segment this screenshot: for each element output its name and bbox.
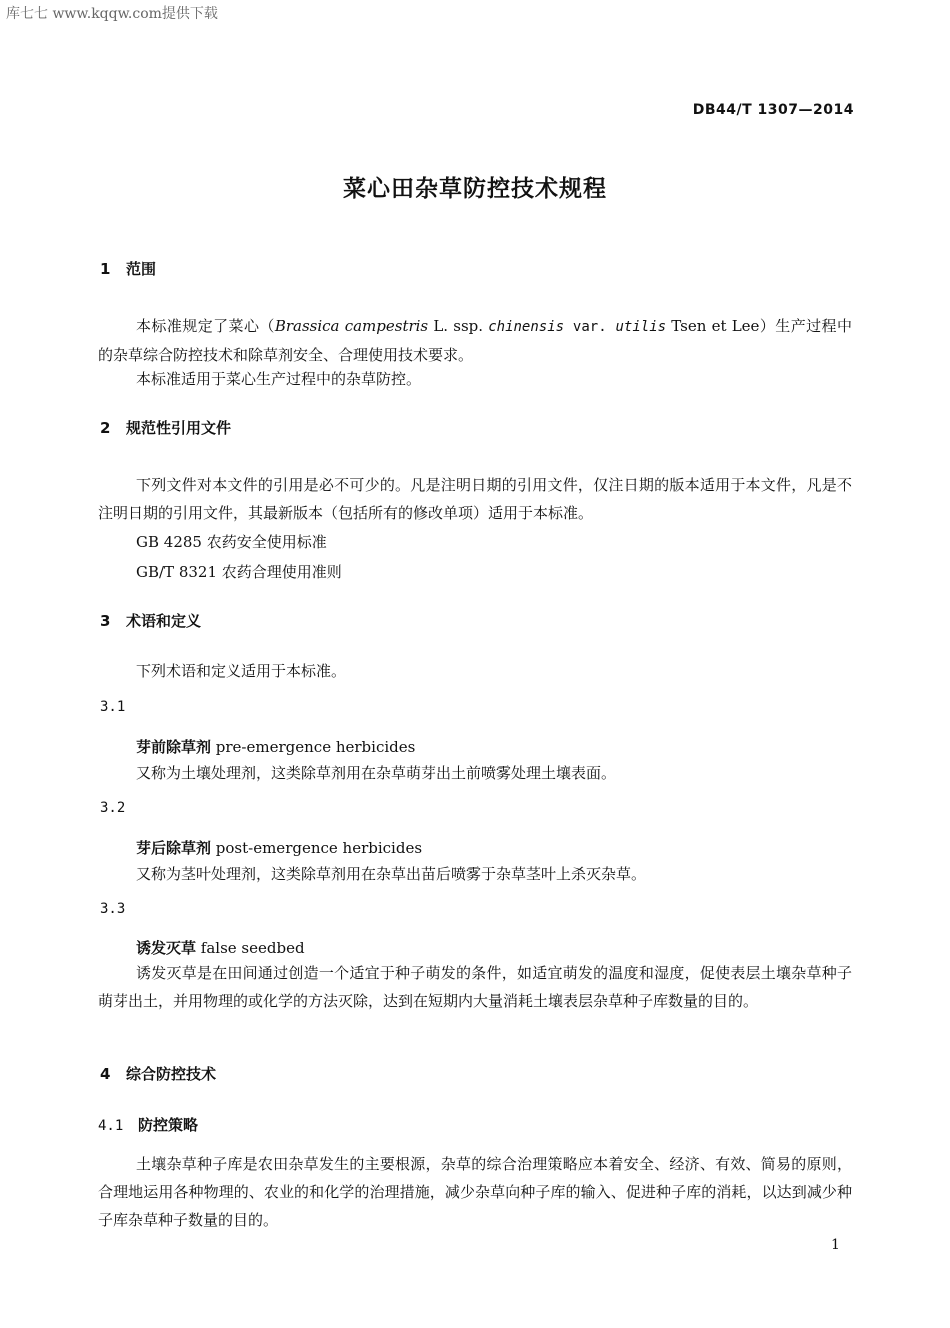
section-number: 2 <box>100 419 111 437</box>
term-english: pre-emergence herbicides <box>211 738 416 756</box>
section-number: 4 <box>100 1065 111 1083</box>
section-number: 1 <box>100 260 111 278</box>
page-title: 菜心田杂草防控技术规程 <box>343 176 607 202</box>
term-english: post-emergence herbicides <box>211 839 423 857</box>
term-3-1-definition: 又称为土壤处理剂，这类除草剂用在杂草萌芽出土前喷雾处理土壤表面。 <box>136 764 617 782</box>
text-run: L. ssp. <box>428 317 489 335</box>
term-3-2-definition: 又称为茎叶处理剂，这类除草剂用在杂草出苗后喷雾于杂草茎叶上杀灭杂草。 <box>136 865 647 883</box>
section-title: 术语和定义 <box>126 612 202 630</box>
section-title: 规范性引用文件 <box>126 419 232 437</box>
term-3-2-number: 3.2 <box>100 800 126 816</box>
section-title: 综合防控技术 <box>126 1065 217 1083</box>
section-2-heading <box>100 417 231 438</box>
watermark-text: 库七七 www.kqqw.com提供下载 <box>6 6 218 22</box>
section-number: 3 <box>100 612 111 630</box>
term-3-3-number: 3.3 <box>100 901 126 917</box>
reference-gbt-8321: GB/T 8321 农药合理使用准则 <box>136 563 342 581</box>
text-run: Tsen et Lee）生产过程中的杂草综合防控技术和除草剂安全、合理使用技术要求。 <box>98 317 852 364</box>
section-3-paragraph-1: 下列术语和定义适用于本标准。 <box>136 662 347 680</box>
latin-genus-species: Brassica campestris <box>274 317 429 335</box>
subsection-number: 4.1 <box>98 1118 124 1134</box>
term-3-3 <box>136 937 305 958</box>
section-1-paragraph-2: 本标准适用于菜心生产过程中的杂草防控。 <box>136 370 422 388</box>
section-4-heading <box>100 1063 216 1084</box>
term-3-1-number: 3.1 <box>100 699 126 715</box>
term-3-2 <box>136 837 422 858</box>
term-english: false seedbed <box>196 939 305 957</box>
page-number: 1 <box>831 1237 840 1253</box>
section-1-heading <box>100 258 156 279</box>
section-3-heading <box>100 610 201 631</box>
reference-gb-4285: GB 4285 农药安全使用标准 <box>136 533 327 551</box>
document-number: DB44/T 1307—2014 <box>692 102 854 118</box>
term-name: 诱发灭草 <box>136 939 197 957</box>
section-4-1-paragraph: 土壤杂草种子库是农田杂草发生的主要根源，杂草的综合治理策略应本着安全、经济、有效、简易的原则，合理地运用各种物理的、农业的和化学的治理措施，减少杂草向种子库的输入、促进种子库的消耗，以达到减少种子库杂草种子数量的目的。 <box>98 1155 852 1229</box>
latin-subspecies: chinensis <box>488 319 565 335</box>
term-name: 芽后除草剂 <box>136 839 212 857</box>
term-name: 芽前除草剂 <box>136 738 212 756</box>
term-3-3-definition: 诱发灭草是在田间通过创造一个适宜于种子萌发的条件，如适宜萌发的温度和湿度，促使表层土壤杂草种子萌芽出土，并用物理的或化学的方法灭除，达到在短期内大量消耗土壤表层杂草种子库数量的目的。 <box>98 964 852 1010</box>
term-3-1 <box>136 736 415 757</box>
section-4-1-heading <box>98 1114 198 1135</box>
subsection-title: 防控策略 <box>138 1116 199 1134</box>
text-run: 本标准规定了菜心（ <box>136 317 275 335</box>
text-run: var. <box>564 319 616 335</box>
latin-variety: utilis <box>615 319 667 335</box>
section-title: 范围 <box>126 260 157 278</box>
section-1-paragraph-1 <box>98 312 852 369</box>
section-2-paragraph-1: 下列文件对本文件的引用是必不可少的。凡是注明日期的引用文件，仅注日期的版本适用于本文件，凡是不注明日期的引用文件，其最新版本（包括所有的修改单项）适用于本标准。 <box>98 476 852 522</box>
